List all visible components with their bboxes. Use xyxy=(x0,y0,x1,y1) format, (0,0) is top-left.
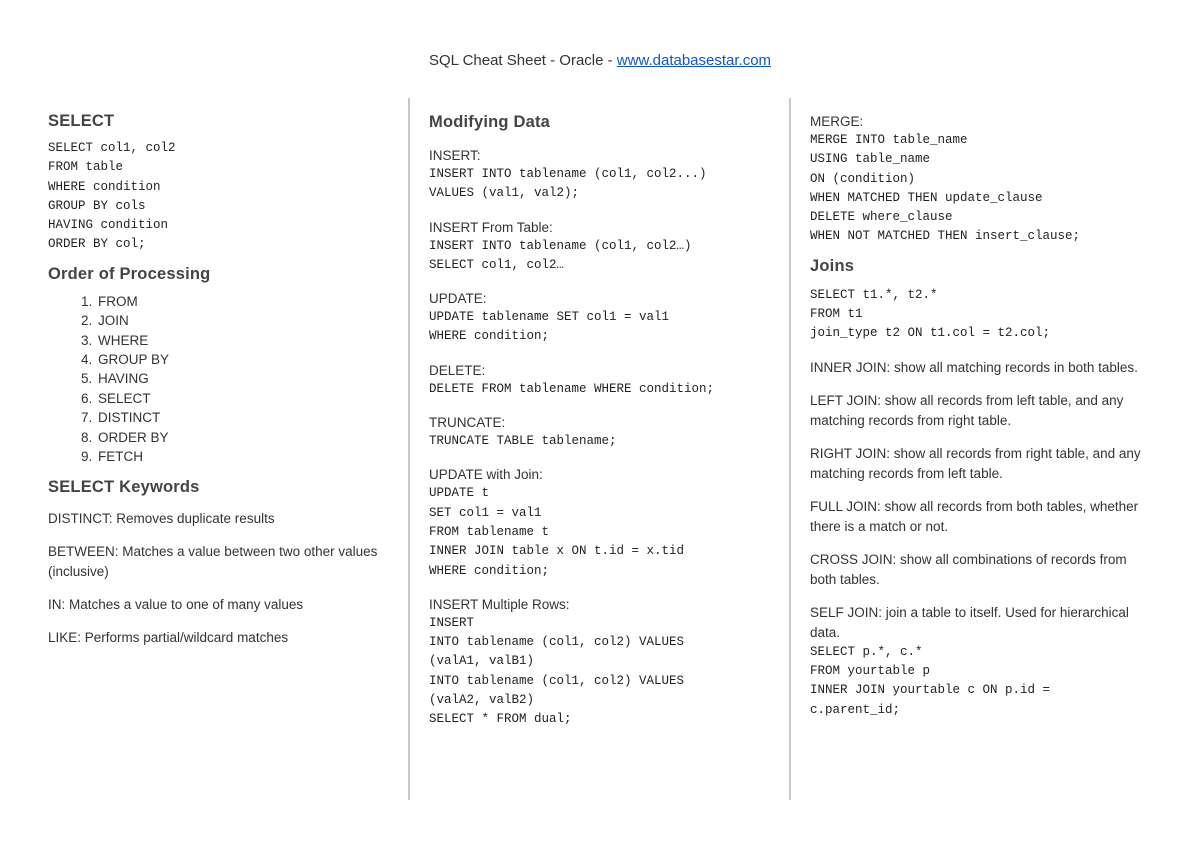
code-line: INSERT INTO tablename (col1, col2…) xyxy=(429,238,692,253)
code-line: (valA2, valB2) xyxy=(429,693,535,708)
code-line: SELECT t1.*, t2.* xyxy=(810,287,938,302)
order-item: 2. JOIN xyxy=(96,311,378,330)
order-heading: Order of Processing xyxy=(48,264,211,283)
code-line: SELECT col1, col2 xyxy=(48,141,176,155)
code-line: WHERE condition; xyxy=(429,563,550,578)
join-type-description: FULL JOIN: show all records from both tables, whether there is a match or not. xyxy=(810,498,1139,534)
code-line: c.parent_id; xyxy=(810,702,901,717)
code-line: DELETE where_clause xyxy=(810,210,953,225)
order-item: 9. FETCH xyxy=(96,447,378,466)
modify-block-label: UPDATE with Join: xyxy=(429,467,543,483)
merge-code-block xyxy=(810,131,1155,247)
code-line: WHEN NOT MATCHED THEN insert_clause; xyxy=(810,229,1081,244)
code-line: INSERT INTO tablename (col1, col2...) xyxy=(429,167,707,181)
modify-block-label: INSERT: xyxy=(429,148,481,163)
title-text: SQL Cheat Sheet - Oracle - xyxy=(428,52,617,69)
join-type-description: LEFT JOIN: show all records from left table, and any matching records from right table. xyxy=(810,392,1124,428)
column-divider-2 xyxy=(789,98,791,800)
joins-code-block xyxy=(810,286,1155,344)
order-item: 5. HAVING xyxy=(96,369,378,388)
order-item: 7. DISTINCT xyxy=(96,408,378,427)
join-type-description: INNER JOIN: show all matching records in both tables. xyxy=(810,359,1138,375)
code-line: VALUES (val1, val2); xyxy=(429,186,580,201)
keywords-list xyxy=(48,509,378,648)
code-line: HAVING condition xyxy=(48,218,169,233)
keywords-heading: SELECT Keywords xyxy=(48,478,200,497)
code-line: FROM table xyxy=(48,160,124,175)
self-join-text: SELF JOIN: join a table to itself. Used for hierarchical data. xyxy=(810,604,1129,640)
code-line: INNER JOIN table x ON t.id = x.tid xyxy=(429,544,685,559)
code-line: SELECT col1, col2… xyxy=(429,257,565,272)
code-line: WHERE condition; xyxy=(429,329,550,344)
column-merge-joins xyxy=(810,112,1155,720)
merge-label: MERGE: xyxy=(810,114,864,129)
code-line: INTO tablename (col1, col2) VALUES xyxy=(429,673,685,688)
column-select xyxy=(48,112,378,661)
modifying-heading: Modifying Data xyxy=(429,113,551,131)
modify-block-label: DELETE: xyxy=(429,362,486,378)
modify-block xyxy=(429,218,779,276)
order-item: 8. ORDER BY xyxy=(96,428,378,447)
code-line: USING table_name xyxy=(810,152,931,167)
code-line: UPDATE t xyxy=(429,486,490,501)
page-title xyxy=(0,52,1200,69)
order-item: 3. WHERE xyxy=(96,331,378,350)
code-line: TRUNCATE TABLE tablename; xyxy=(429,434,617,449)
select-heading: SELECT xyxy=(48,112,115,130)
code-line: INSERT xyxy=(429,615,475,630)
code-line: ORDER BY col; xyxy=(48,237,146,252)
order-item: 4. GROUP BY xyxy=(96,350,378,369)
code-line: WHEN MATCHED THEN update_clause xyxy=(810,190,1043,205)
code-line: (valA1, valB1) xyxy=(429,654,535,669)
website-link[interactable]: www.databasestar.com xyxy=(616,52,772,69)
join-types-list xyxy=(810,358,1155,590)
keyword-description: BETWEEN: Matches a value between two other values (inclusive) xyxy=(48,544,378,580)
code-line: SELECT p.*, c.* xyxy=(810,644,923,659)
order-of-processing-list xyxy=(48,292,378,467)
joins-heading: Joins xyxy=(810,256,855,275)
code-line: join_type t2 ON t1.col = t2.col; xyxy=(810,326,1051,341)
code-line: INNER JOIN yourtable c ON p.id = xyxy=(810,683,1051,698)
modify-block xyxy=(429,595,779,730)
join-type-description: CROSS JOIN: show all combinations of records from both tables. xyxy=(810,551,1127,587)
modify-block-label: UPDATE: xyxy=(429,291,487,307)
modify-block-label: INSERT Multiple Rows: xyxy=(429,596,570,612)
code-line: MERGE INTO table_name xyxy=(810,133,968,147)
select-code-block xyxy=(48,139,378,255)
modifying-blocks xyxy=(429,146,779,730)
column-divider-1 xyxy=(408,98,410,800)
code-line: FROM t1 xyxy=(810,307,863,322)
column-modifying-data xyxy=(429,113,779,744)
order-item: 6. SELECT xyxy=(96,389,378,408)
modify-block xyxy=(429,413,779,451)
modify-block xyxy=(429,465,779,580)
code-line: GROUP BY cols xyxy=(48,198,146,213)
modify-block xyxy=(429,361,779,399)
code-line: FROM tablename t xyxy=(429,524,550,539)
code-line: INTO tablename (col1, col2) VALUES xyxy=(429,635,685,650)
join-type-description: RIGHT JOIN: show all records from right table, and any matching records from left table. xyxy=(810,445,1141,481)
modify-block-label: INSERT From Table: xyxy=(429,219,553,235)
order-item: 1. FROM xyxy=(96,292,378,311)
modify-block xyxy=(429,289,779,347)
keyword-description: IN: Matches a value to one of many values xyxy=(48,597,304,613)
keyword-description: DISTINCT: Removes duplicate results xyxy=(48,511,275,527)
self-join-code-block xyxy=(810,643,1155,720)
modify-block xyxy=(429,146,779,204)
code-line: SELECT * FROM dual; xyxy=(429,712,572,727)
keyword-description: LIKE: Performs partial/wildcard matches xyxy=(48,630,289,646)
code-line: UPDATE tablename SET col1 = val1 xyxy=(429,310,670,325)
modify-block-label: TRUNCATE: xyxy=(429,415,506,431)
code-line: FROM yourtable p xyxy=(810,663,931,678)
code-line: ON (condition) xyxy=(810,171,916,186)
code-line: SET col1 = val1 xyxy=(429,505,542,520)
code-line: WHERE condition xyxy=(48,179,161,194)
code-line: DELETE FROM tablename WHERE condition; xyxy=(429,381,715,396)
